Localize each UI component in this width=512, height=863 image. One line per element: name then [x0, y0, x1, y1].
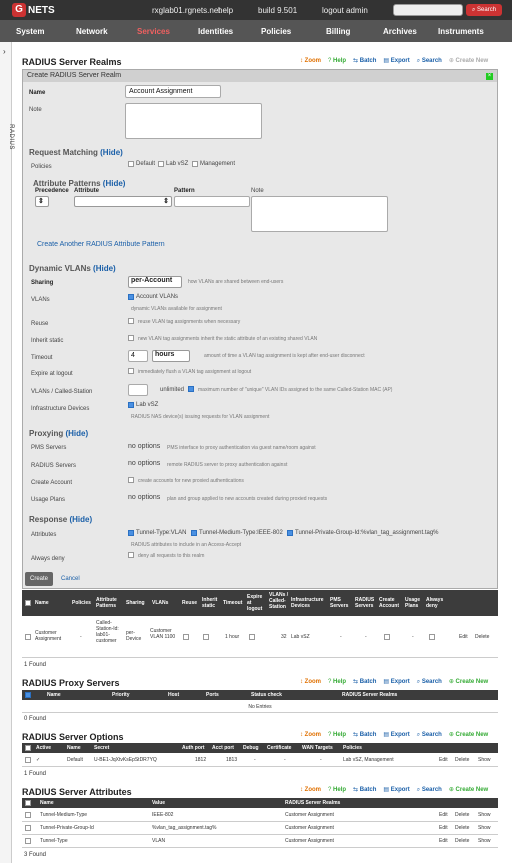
policy-default-checkbox[interactable] — [128, 161, 134, 167]
unlimited-checkbox[interactable] — [188, 386, 194, 392]
vlans-checkbox[interactable] — [128, 294, 134, 300]
realms-title: RADIUS Server Realms — [22, 57, 122, 67]
nav-services[interactable]: Services — [137, 27, 170, 36]
table-row: Tunnel-Type VLAN Customer Assignment Edit Delete Show — [22, 835, 498, 848]
name-input[interactable]: Account Assignment — [125, 85, 221, 98]
attr-tunnel-group-checkbox[interactable] — [287, 530, 293, 536]
nav-archives[interactable]: Archives — [383, 27, 417, 36]
timeout-input[interactable]: 4 — [128, 350, 148, 362]
policy-labvsz-checkbox[interactable] — [158, 161, 164, 167]
proxy-title: RADIUS Proxy Servers — [22, 678, 120, 688]
realms-table-header: Name Policies Attribute Patterns Sharing VLANs Reuse Inherit static Timeout Expire at logout VLANs / Called-Station Infrastructure Devices PMS Servers RADIUS Servers Create Account Usage Plans Always deny — [22, 590, 498, 616]
create-account-checkbox[interactable] — [128, 477, 134, 483]
name-label: Name — [29, 90, 46, 96]
pattern-note-textarea[interactable] — [251, 196, 388, 232]
options-table-header: Active Name Secret Auth port Acct port Debug Certificate WAN Targets Policies — [22, 743, 498, 753]
nav-identities[interactable]: Identities — [198, 27, 234, 36]
always-deny-checkbox[interactable] — [128, 552, 134, 558]
attr-tunnel-medium-checkbox[interactable] — [191, 530, 197, 536]
policies-label: Policies — [31, 164, 52, 170]
table-row: ✓ Default U-BE1-JqXtvKsEpStDR7YQ 1812 1813 - - - Lab vSZ, Management Edit Delete Show — [22, 754, 498, 767]
attribute-select[interactable]: ⇕ — [74, 196, 172, 207]
expire-cell-checkbox — [249, 634, 255, 640]
search-tool-button[interactable]: ⌕ Search — [416, 58, 442, 64]
sidebar — [0, 42, 12, 863]
export-button[interactable]: ▤ Export — [383, 58, 410, 64]
cancel-link[interactable]: Cancel — [61, 576, 80, 582]
note-label: Note — [29, 107, 42, 113]
nav-instruments[interactable]: Instruments — [438, 27, 484, 36]
sharing-select[interactable]: per-Account — [128, 276, 182, 288]
attribute-patterns-heading: Attribute Patterns (Hide) — [33, 179, 126, 188]
create-realm-panel: Create RADIUS Server Realm × Name Account Assignment Note Request Matching (Hide) Policies Default Lab vSZ Management Attribute Patterns (Hide) Precedence Attribute Pattern Note ⇕ ⇕ Create Another RADIUS Attribute Pattern Dynamic VLANs (Hide) Sharing per-Account how VLANs are shared between end-users VLANs Account VLANs dynamic VLANs available for assignment Reuse reuse VLAN tag assignments when necessary Inherit static new VLAN tag assignments inherit the static attribute of an existing shared VLAN Timeout 4 hours amount of time a VLAN tag assignment is kept after end-user disconnect Expire at logout immediately flush a VLAN tag assignment at logout VLANs / Called-Station unlimited maximum number of "unique" VLAN IDs assigned to the same Called-Station MAC (AP) Infrastructure Devices Lab vSZ RADIUS NAS device(s) issuing requests for VLAN assignment Proxying (Hide) PMS Servers no options PMS interface to proxy authentication via guest name/room against RADIUS Servers no options remote RADIUS server to proxy authentication against Create Account create accounts for new proxied authentications Usage Plans no options plan and group applied to new accounts created during proxied requests Response (Hide) Attributes Tunnel-Type:VLAN Tunnel-Medium-Type:IEEE-802 Tunnel-Private-Group-Id:%vlan_tag_assignment.tag% RADIUS attributes to include in an Access-Accept Always deny deny all requests to this realm Create Cancel — [22, 69, 498, 589]
proxying-heading: Proxying (Hide) — [29, 429, 89, 438]
batch-button[interactable]: ⇆ Batch — [353, 58, 377, 64]
search-input[interactable] — [393, 4, 463, 16]
hide-toggle[interactable]: (Hide) — [100, 148, 123, 157]
table-row: Tunnel-Medium-Type IEEE-802 Customer Assignment Edit Delete Show — [22, 809, 498, 822]
create-account-cell-checkbox — [384, 634, 390, 640]
attributes-table-header: Name Value RADIUS Server Realms — [22, 798, 498, 808]
table-row: Customer Assignment - Called-Station-Id: lab01-customer per-Device Customer VLAN 1100 1 hour 32 Lab vSZ - - - Edit Delete — [22, 616, 498, 658]
vlans-called-station-input[interactable] — [128, 384, 148, 396]
zoom-button[interactable]: ↕ Zoom — [300, 58, 322, 64]
proxy-table-header: Name Priority Host Ports Status check RADIUS Server Realms — [22, 690, 498, 700]
create-another-pattern-link[interactable]: Create Another RADIUS Attribute Pattern — [37, 241, 165, 248]
request-matching-heading: Request Matching (Hide) — [29, 148, 123, 157]
logo-icon: G — [12, 3, 26, 17]
note-textarea[interactable] — [125, 103, 262, 139]
create-new-button[interactable]: ⊕ Create New — [448, 58, 489, 64]
build-label: build 9.501 — [258, 6, 298, 15]
search-icon: ⌕ — [471, 7, 476, 13]
pattern-input[interactable] — [174, 196, 250, 207]
edit-link[interactable]: Edit — [459, 634, 468, 640]
proxy-empty: No Entries — [22, 702, 498, 713]
options-toolbar: ↕ Zoom ? Help ⇆ Batch ▤ Export ⌕ Search ⊕ Create New — [300, 732, 489, 738]
inherit-cell-checkbox — [203, 634, 209, 640]
attributes-toolbar: ↕ Zoom ? Help ⇆ Batch ▤ Export ⌕ Search ⊕ Create New — [300, 787, 489, 793]
expire-logout-checkbox[interactable] — [128, 368, 134, 374]
sidebar-toggle-icon[interactable]: › — [3, 47, 6, 56]
nav-network[interactable]: Network — [76, 27, 108, 36]
sidebar-label: RADIUS — [7, 124, 14, 150]
help-button[interactable]: ? Help — [328, 58, 347, 64]
reuse-cell-checkbox — [183, 634, 189, 640]
options-title: RADIUS Server Options — [22, 732, 124, 742]
timeout-unit-select[interactable]: hours — [152, 350, 190, 362]
search-button[interactable]: ⌕ Search — [466, 4, 502, 16]
precedence-select[interactable]: ⇕ — [35, 196, 49, 207]
create-button[interactable]: Create — [25, 572, 53, 586]
realms-toolbar — [293, 57, 488, 65]
select-all-checkbox[interactable] — [25, 600, 31, 606]
nav-policies[interactable]: Policies — [261, 27, 292, 36]
table-row: Tunnel-Private-Group-Id %vlan_tag_assignment.tag% Customer Assignment Edit Delete Show — [22, 822, 498, 835]
attr-tunnel-type-checkbox[interactable] — [128, 530, 134, 536]
inherit-static-checkbox[interactable] — [128, 335, 134, 341]
logout-link[interactable]: logout admin — [322, 6, 368, 15]
proxy-toolbar: ↕ Zoom ? Help ⇆ Batch ▤ Export ⌕ Search ⊕ Create New — [300, 679, 489, 685]
help-link[interactable]: help — [218, 6, 234, 15]
panel-title: Create RADIUS Server Realm — [23, 70, 497, 82]
reuse-checkbox[interactable] — [128, 318, 134, 324]
nav-system[interactable]: System — [16, 27, 45, 36]
nav-billing[interactable]: Billing — [326, 27, 351, 36]
main-nav — [0, 20, 512, 42]
hostname: rxglab01.rgnets.net — [152, 6, 221, 15]
attributes-title: RADIUS Server Attributes — [22, 787, 132, 797]
row-checkbox[interactable] — [25, 634, 31, 640]
response-heading: Response (Hide) — [29, 515, 93, 524]
top-bar — [0, 0, 512, 20]
dynamic-vlans-heading: Dynamic VLANs (Hide) — [29, 264, 116, 273]
delete-link[interactable]: Delete — [475, 634, 490, 640]
close-icon[interactable]: × — [487, 73, 492, 79]
infra-labvsz-checkbox[interactable] — [128, 402, 134, 408]
brand-logo[interactable]: G NETS — [12, 3, 62, 17]
policy-management-checkbox[interactable] — [192, 161, 198, 167]
deny-cell-checkbox — [429, 634, 435, 640]
